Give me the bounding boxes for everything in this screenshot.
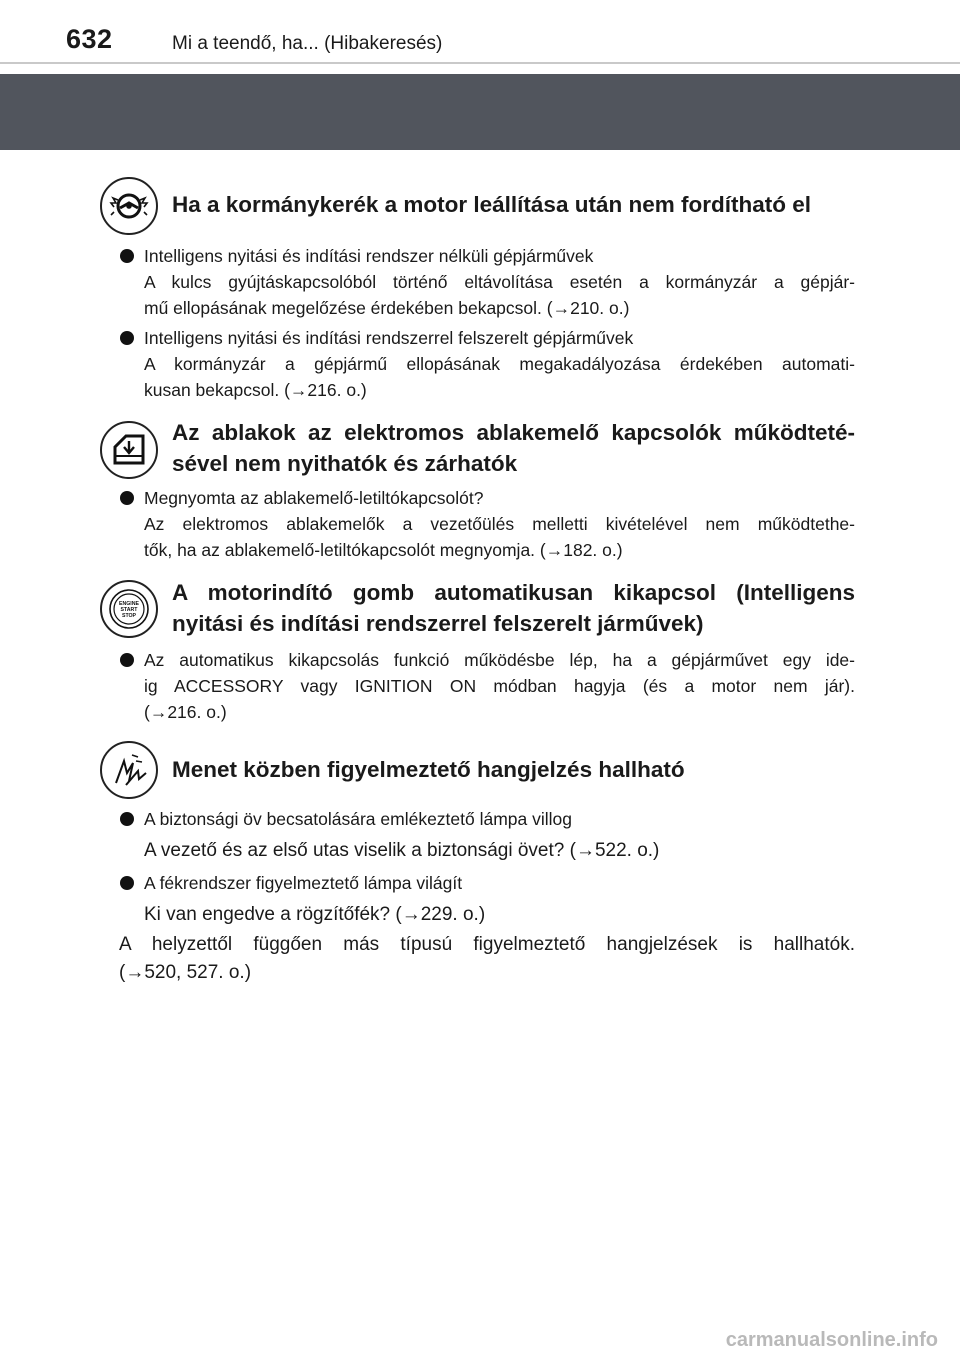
item-label: A fékrendszer figyelmeztető lámpa világít: [144, 873, 463, 893]
steering-lock-icon: [100, 177, 158, 235]
item-answer: A vezető és az első utas viselik a biztonsági övet? (→522. o.): [144, 840, 660, 861]
section-heading: A motorindító gomb automatikusan kikapcsol (Intelligens: [172, 580, 855, 605]
item-label: Intelligens nyitási és indítási rendszerrel felszerelt gépjárművek: [144, 328, 634, 348]
section-heading: Menet közben figyelmeztető hangjelzés hallható: [172, 757, 685, 782]
warning-buzzer-icon: [100, 741, 158, 799]
item-label: A biztonsági öv becsatolására emlékeztető lámpa villog: [144, 809, 573, 829]
section-heading: Ha a kormánykerék a motor leállítása után nem fordítható el: [172, 192, 811, 217]
section-heading: sével nem nyithatók és zárhatók: [172, 451, 518, 476]
item-answer: Ki van engedve a rögzítőfék? (→229. o.): [144, 904, 486, 925]
section-warning-buzzer: [100, 741, 860, 801]
bullet: [120, 653, 134, 667]
item-text: A kormányzár a gépjármű ellopásának megakadályozása érdekében automati-: [144, 354, 855, 374]
section-steering-lock: [100, 177, 860, 237]
section-heading: Az ablakok az elektromos ablakemelő kapcsolók működteté-: [172, 420, 855, 445]
list-item: [120, 243, 855, 321]
watermark: carmanualsonline.info: [725, 1329, 938, 1351]
item-text: mű ellopásának megelőzése érdekében bekapcsol. (→210. o.): [144, 298, 630, 318]
list-item: [120, 485, 855, 563]
icon-text: ENGINE: [119, 601, 139, 607]
icon-text: STOP: [121, 613, 137, 619]
closing-paragraph: [119, 931, 855, 987]
list-item: [120, 870, 855, 896]
section-heading: nyitási és indítási rendszerrel felszerelt járművek): [172, 611, 704, 636]
list-item: [120, 806, 855, 832]
page-header: [0, 0, 960, 64]
list-item: [120, 647, 855, 725]
bullet: [120, 491, 134, 505]
chapter-title: Mi a teendő, ha... (Hibakeresés): [172, 33, 443, 54]
page-number: 632: [66, 24, 113, 54]
closing-text: (→520, 527. o.): [119, 962, 252, 983]
item-text: A kulcs gyújtáskapcsolóból történő eltávolítása esetén a kormányzár a gépjár-: [144, 272, 855, 292]
header-rule: [0, 62, 960, 64]
item-text: Az elektromos ablakemelők a vezetőülés melletti kivételével nem működtethe-: [144, 514, 855, 534]
engine-start-stop-icon: [100, 580, 158, 638]
item-text: kusan bekapcsol. (→216. o.): [144, 380, 367, 400]
bullet: [120, 812, 134, 826]
bullet: [120, 331, 134, 345]
icon-text: START: [120, 607, 138, 613]
item-text: ig ACCESSORY vagy IGNITION ON módban hagyja (és a motor nem jár).: [144, 676, 855, 696]
power-window-icon: [100, 421, 158, 479]
header-band: [0, 74, 960, 150]
section-engine-switch: [100, 575, 860, 641]
section-power-window: [100, 417, 860, 483]
item-text: tők, ha az ablakemelő-letiltókapcsolót megnyomja. (→182. o.): [144, 540, 623, 560]
item-text: Az automatikus kikapcsolás funkció működésbe lép, ha a gépjárművet egy ide-: [144, 650, 855, 670]
list-item: [120, 325, 855, 403]
item-label: Megnyomta az ablakemelő-letiltókapcsolót?: [144, 488, 484, 508]
closing-text: A helyzettől függően más típusú figyelmeztető hangjelzések is hallhatók.: [119, 934, 855, 955]
item-text: (→216. o.): [144, 702, 227, 722]
bullet: [120, 249, 134, 263]
item-label: Intelligens nyitási és indítási rendszer nélküli gépjárművek: [144, 246, 594, 266]
bullet: [120, 876, 134, 890]
